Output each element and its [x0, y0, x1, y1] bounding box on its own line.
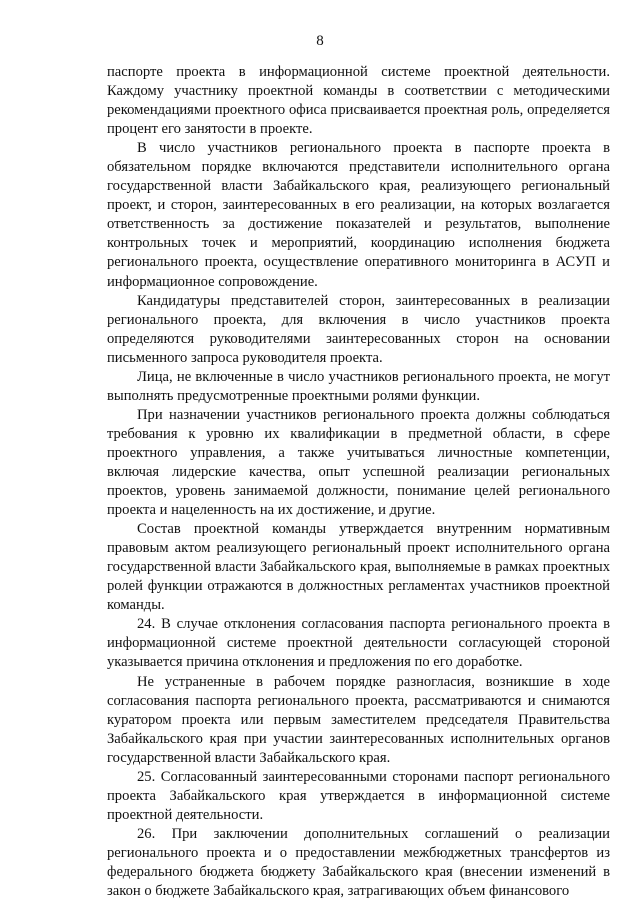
paragraph-candidates: Кандидатуры представителей сторон, заинтересованных в реализации регионального проекта, для включения в число участников проекта определяются руководителями заинтересованных сторон на основании письменного запроса руководителя проекта. — [107, 292, 610, 366]
paragraph-project-participants: В число участников регионального проекта в паспорте проекта в обязательном порядке включаются представители исполнительного органа государственной власти Забайкальского края, реализующего региональный проект, и сторон, заинтересованных в его реализации, на которых возлагается ответственность за достижение показателей и результатов, выполнение контрольных точек и мероприятий, координацию исполнения бюджета регионального проекта, осуществление оперативного мониторинга в АСУП и информационное сопровождение. — [107, 140, 610, 290]
paragraph-item-26: 26. При заключении дополнительных соглашений о реализации регионального проекта и о предоставлении межбюджетных трансфертов из федерального бюджета бюджету Забайкальского края (внесении изменений в закон о бюджете Забайкальского края, затрагивающих объем финансового — [107, 825, 610, 900]
page-number: 8 — [316, 33, 324, 49]
document-body — [107, 63, 610, 901]
paragraph-item-25: 25. Согласованный заинтересованными сторонами паспорт регионального проекта Забайкальского края утверждается в информационной системе проектной деятельности. — [107, 768, 610, 823]
paragraph-non-participants: Лица, не включенные в число участников регионального проекта, не могут выполнять предусмотренные проектными ролями функции. — [107, 368, 610, 404]
paragraph-disagreements: Не устраненные в рабочем порядке разногласия, возникшие в ходе согласования паспорта регионального проекта, рассматриваются и снимаются куратором проекта или первым заместителем председателя Правительства Забайкальского края при участии заинтересованных исполнительных органов государственной власти Забайкальского края. — [107, 673, 610, 766]
paragraph-continuation: паспорте проекта в информационной системе проектной деятельности. Каждому участнику проектной команды в соответствии с методическими рекомендациями проектного офиса присваивается проектная роль, определяется процент его занятости в проекте. — [107, 64, 610, 138]
paragraph-item-24: 24. В случае отклонения согласования паспорта регионального проекта в информационной системе проектной деятельности согласующей стороной указывается причина отклонения и предложения по его доработке. — [107, 616, 610, 671]
paragraph-team-composition: Состав проектной команды утверждается внутренним нормативным правовым актом реализующего региональный проект исполнительного органа государственной власти Забайкальского края, выполняемые в рамках проектных ролей функции отражаются в должностных регламентах участников проектной команды. — [107, 521, 610, 614]
paragraph-qualification-requirements: При назначении участников регионального проекта должны соблюдаться требования к уровню их квалификации в предметной области, в сфере проектного управления, а также учитываться личностные компетенции, включая лидерские качества, опыт успешной реализации региональных проектов, уровень занимаемой должности, понимание целей регионального проекта и нацеленность на их достижение, и другие. — [107, 406, 610, 519]
